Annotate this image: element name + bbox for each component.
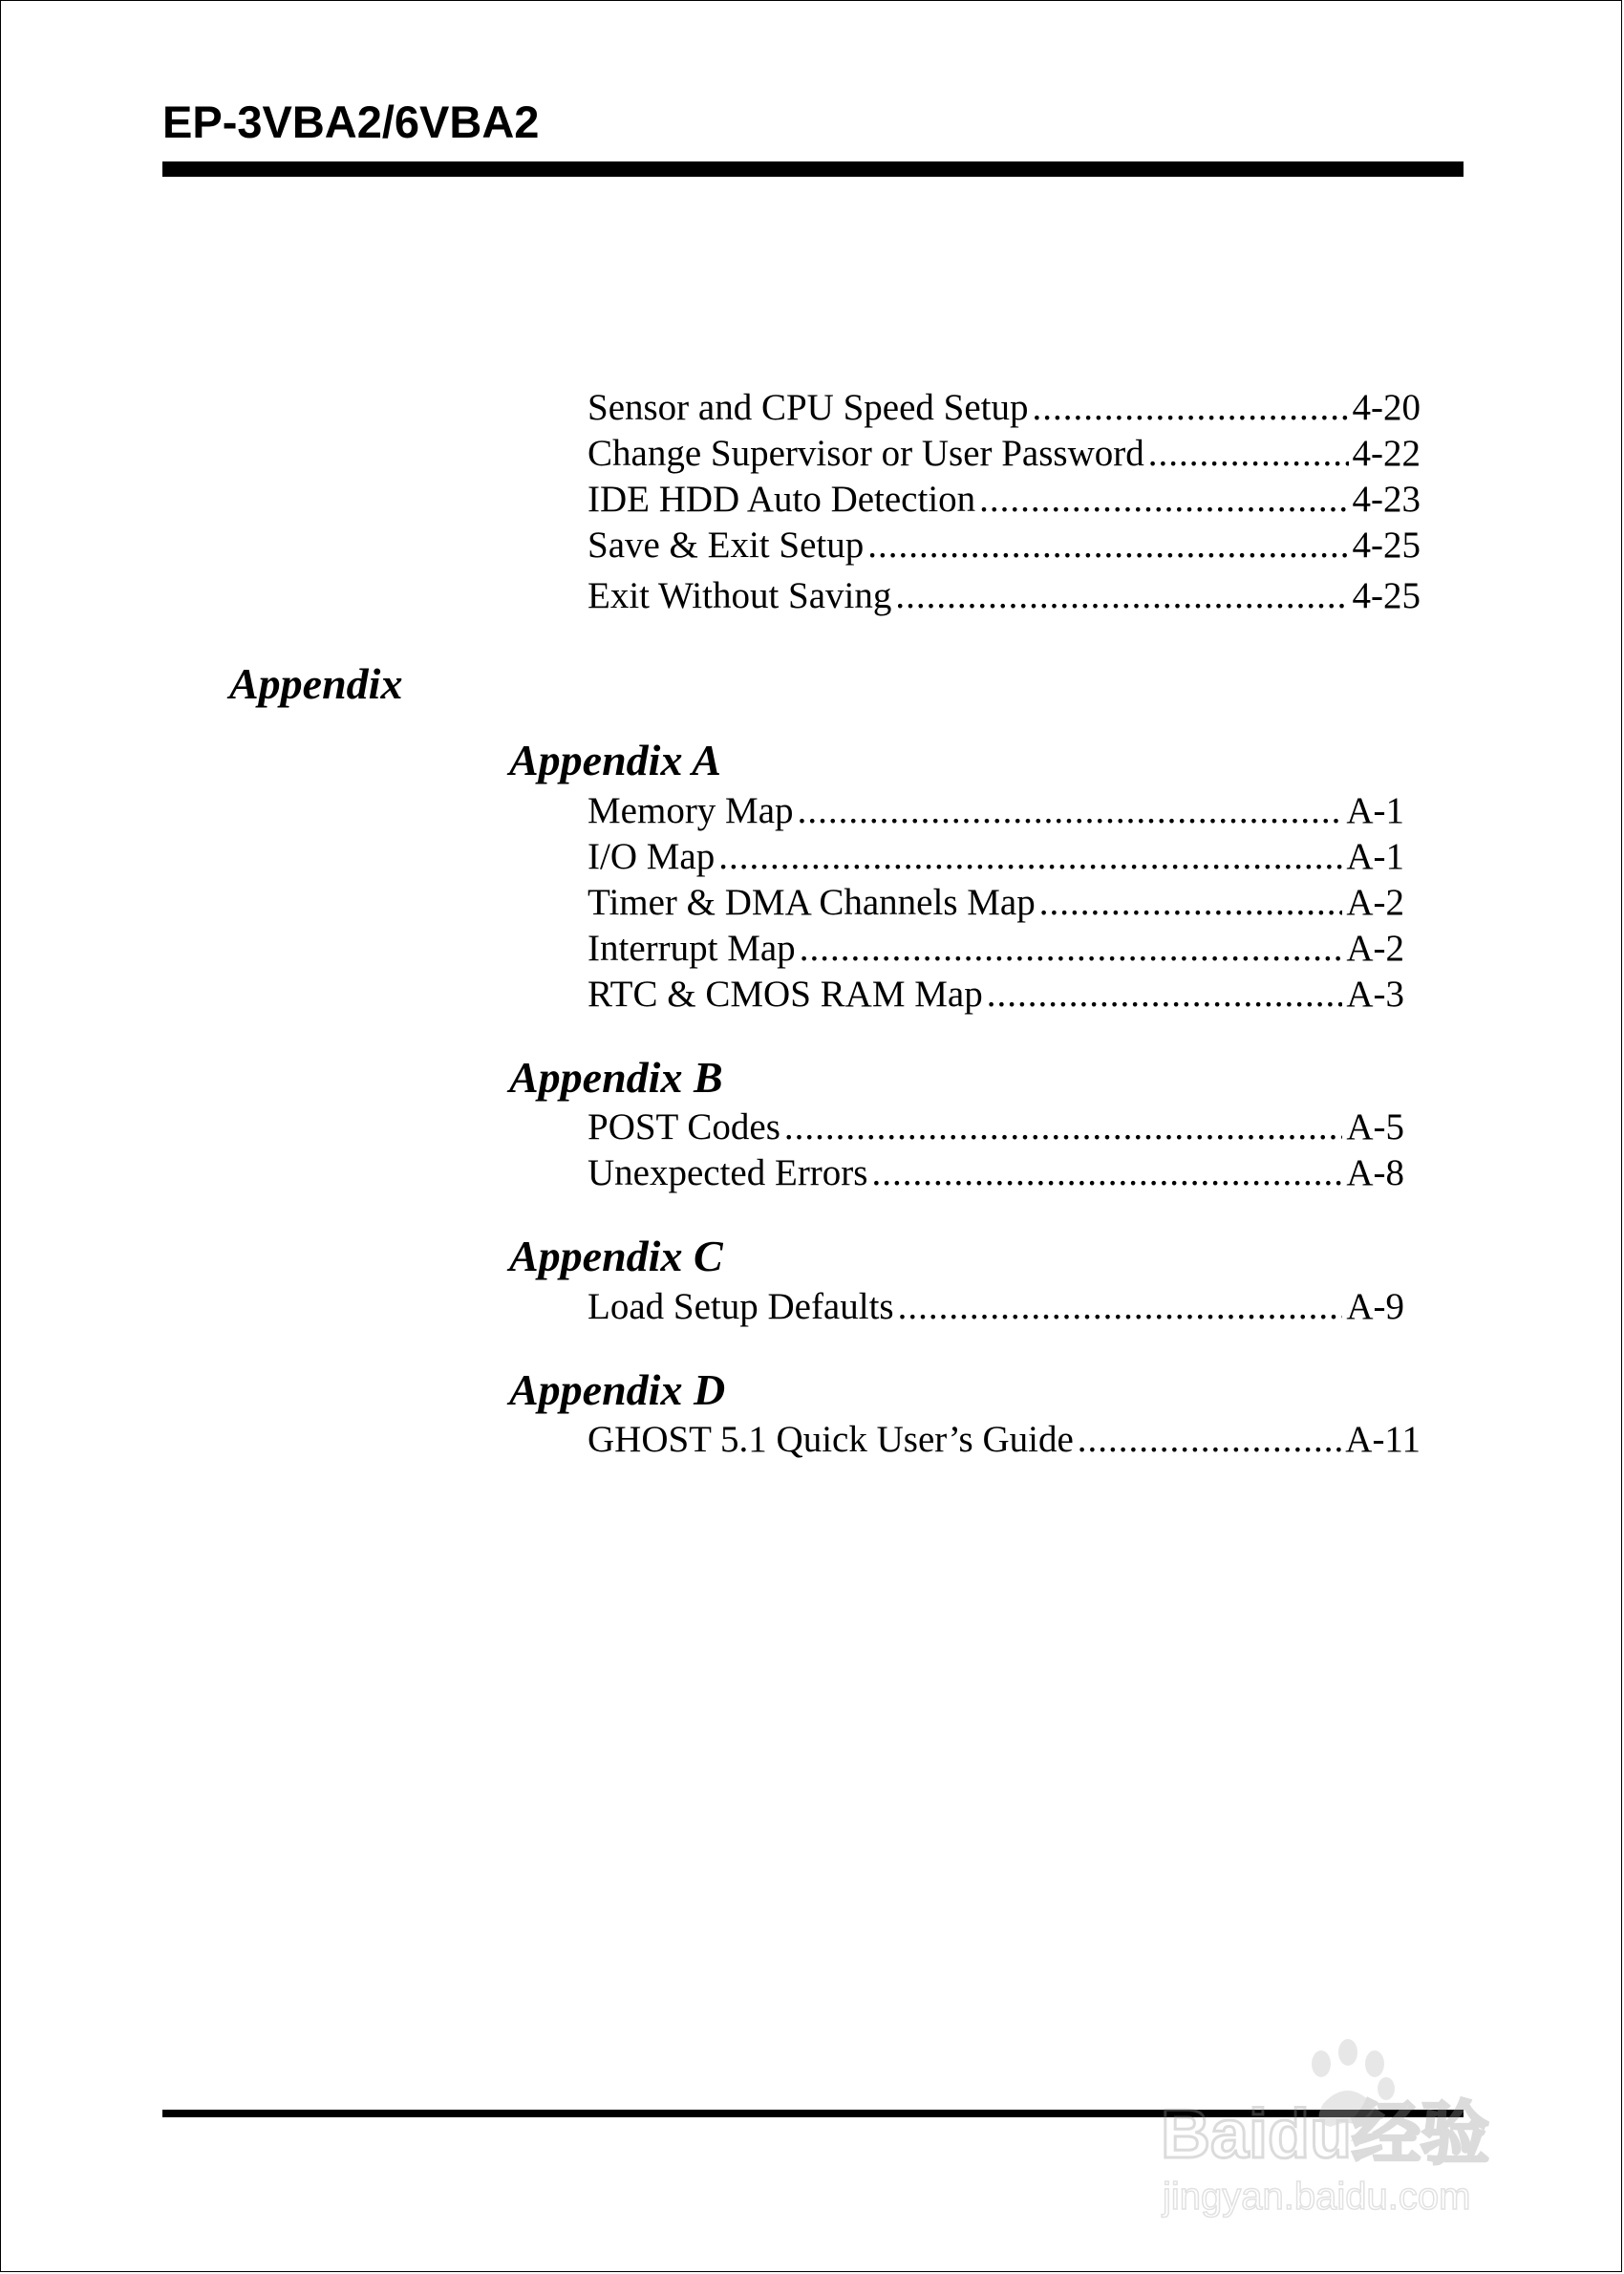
toc-entry-title: GHOST 5.1 Quick User’s Guide xyxy=(588,1419,1074,1460)
toc-entry xyxy=(588,1285,1404,1328)
dot-leader xyxy=(1039,881,1343,924)
appendix-b-heading: Appendix B xyxy=(509,1053,723,1102)
dot-leader xyxy=(1033,386,1349,429)
dot-leader xyxy=(1148,432,1349,475)
toc-entry xyxy=(588,1418,1421,1461)
toc-entry-title: Load Setup Defaults xyxy=(588,1286,894,1327)
toc-entry-page: 4-20 xyxy=(1352,387,1421,428)
toc-entry xyxy=(588,432,1421,475)
toc-entry-title: Unexpected Errors xyxy=(588,1152,868,1193)
watermark-url: jingyan.baidu.com xyxy=(1163,2176,1471,2218)
toc-entry-page: A-11 xyxy=(1345,1419,1421,1460)
toc-entry xyxy=(588,574,1421,617)
toc-entry-title: Interrupt Map xyxy=(588,928,796,969)
dot-leader xyxy=(1078,1418,1342,1461)
toc-entry-title: POST Codes xyxy=(588,1106,780,1148)
dot-leader xyxy=(895,574,1348,617)
toc-entry xyxy=(588,927,1404,970)
toc-entry xyxy=(588,1105,1404,1148)
toc-entry xyxy=(588,973,1404,1016)
toc-entry-page: 4-25 xyxy=(1352,575,1421,616)
toc-entry-page: A-3 xyxy=(1346,974,1404,1015)
toc-entry-page: A-9 xyxy=(1346,1286,1404,1327)
toc-entry-page: A-1 xyxy=(1346,790,1404,831)
toc-entry-title: Exit Without Saving xyxy=(588,575,892,616)
toc-entry-page: 4-22 xyxy=(1352,433,1421,474)
toc-entry-page: A-1 xyxy=(1346,836,1404,877)
toc-entry xyxy=(588,524,1421,567)
toc-entry xyxy=(588,881,1404,924)
toc-entry xyxy=(588,386,1421,429)
toc-entry-page: A-2 xyxy=(1346,882,1404,923)
toc-entry-page: 4-23 xyxy=(1352,479,1421,520)
toc-entry-page: A-5 xyxy=(1346,1106,1404,1148)
toc-entry xyxy=(588,1151,1404,1194)
dot-leader xyxy=(979,478,1348,521)
toc-entry-title: IDE HDD Auto Detection xyxy=(588,479,976,520)
toc-entry-page: A-8 xyxy=(1346,1152,1404,1193)
toc-entry-title: Sensor and CPU Speed Setup xyxy=(588,387,1029,428)
manual-model-title: EP-3VBA2/6VBA2 xyxy=(162,97,540,147)
toc-entry-page: 4-25 xyxy=(1352,525,1421,566)
appendix-d-heading: Appendix D xyxy=(509,1365,726,1414)
appendix-heading: Appendix xyxy=(229,659,403,708)
appendix-a-heading: Appendix A xyxy=(509,736,721,784)
toc-entry-title: Timer & DMA Channels Map xyxy=(588,882,1036,923)
toc-entry xyxy=(588,835,1404,878)
appendix-c-heading: Appendix C xyxy=(509,1232,723,1280)
dot-leader xyxy=(871,1151,1342,1194)
dot-leader xyxy=(898,1285,1343,1328)
toc-entry xyxy=(588,789,1404,832)
toc-entry-title: RTC & CMOS RAM Map xyxy=(588,974,983,1015)
watermark-brand: Baidu经验 xyxy=(1161,2096,1490,2173)
dot-leader xyxy=(867,524,1348,567)
dot-leader xyxy=(798,789,1343,832)
toc-entry-page: A-2 xyxy=(1346,928,1404,969)
dot-leader xyxy=(987,973,1343,1016)
dot-leader xyxy=(800,927,1343,970)
toc-entry-title: I/O Map xyxy=(588,836,716,877)
dot-leader xyxy=(718,835,1342,878)
toc-entry-title: Change Supervisor or User Password xyxy=(588,433,1144,474)
toc-entry-title: Save & Exit Setup xyxy=(588,525,865,566)
dot-leader xyxy=(784,1105,1342,1148)
baidu-jingyan-watermark xyxy=(1151,2027,1533,2219)
toc-entry xyxy=(588,478,1421,521)
toc-entry-title: Memory Map xyxy=(588,790,794,831)
